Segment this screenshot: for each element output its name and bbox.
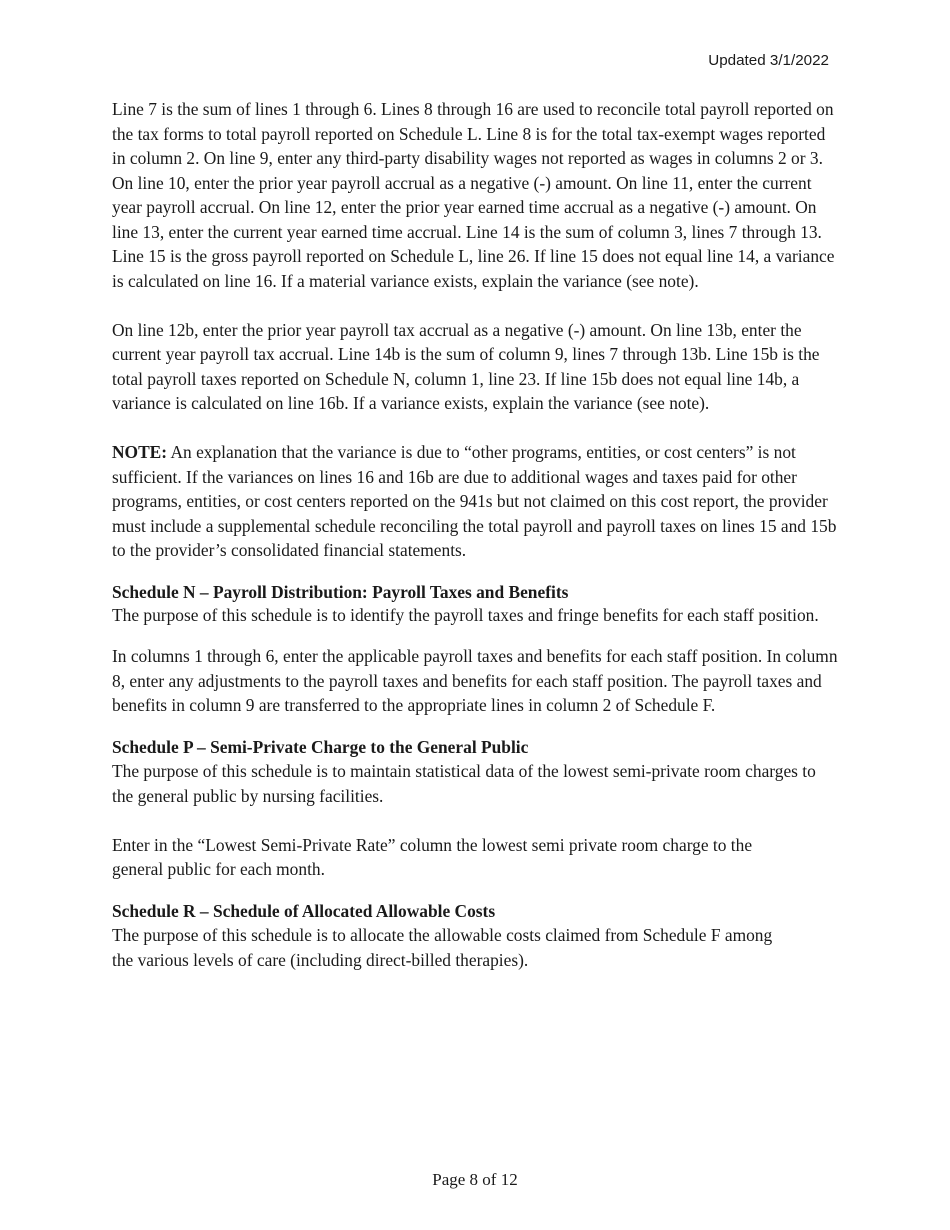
updated-date: Updated 3/1/2022	[708, 52, 829, 69]
schedule-p-instructions: Enter in the “Lowest Semi-Private Rate” column the lowest semi private room charge to the general public for each month.	[112, 834, 753, 879]
paragraph-payroll-tax-accrual: On line 12b, enter the prior year payroll tax accrual as a negative (-) amount. On line 13b, enter the current year payroll tax accrual. Line 14b is the sum of column 9, lines 7 through 13b. Line 15b is the total payroll taxes reported on Schedule N, column 1, line 23. If line 15b does not equal line 14b, a variance is calculated on line 16b. If a variance exists, explain the variance (see note).	[112, 319, 820, 413]
schedule-n-instructions: In columns 1 through 6, enter the applicable payroll taxes and benefits for each staff position. In column 8, enter any adjustments to the payroll taxes and benefits for each staff position. The payroll taxes and benefits in column 9 are transferred to the appropriate lines in column 2 of Schedule F.	[112, 646, 838, 715]
schedule-r-heading: Schedule R – Schedule of Allocated Allowable Costs	[112, 900, 496, 921]
page-content	[112, 97, 840, 972]
schedule-n-heading: Schedule N – Payroll Distribution: Payroll Taxes and Benefits	[112, 581, 569, 602]
schedule-p-heading: Schedule P – Semi-Private Charge to the General Public	[112, 736, 529, 757]
note-text: An explanation that the variance is due to “other programs, entities, or cost centers” is not sufficient. If the variances on lines 16 and 16b are due to additional wages and taxes paid for other programs, entities, or cost centers reported on the 941s but not claimed on this cost report, the provider must include a supplemental schedule reconciling the total payroll and payroll taxes on lines 15 and 15b to the provider’s consolidated financial statements.	[112, 442, 837, 560]
schedule-n-purpose: The purpose of this schedule is to identify the payroll taxes and fringe benefits for each staff position.	[112, 605, 819, 625]
note-label: NOTE:	[112, 442, 168, 462]
schedule-r-purpose: The purpose of this schedule is to allocate the allowable costs claimed from Schedule F among the various levels of care (including direct-billed therapies).	[112, 925, 773, 970]
paragraph-line-reconciliation: Line 7 is the sum of lines 1 through 6. Lines 8 through 16 are used to reconcile total payroll reported on the tax forms to total payroll reported on Schedule L. Line 8 is for the total tax-exempt wages reported in column 2. On line 9, enter any third-party disability wages not reported as wages in columns 2 or 3. On line 10, enter the prior year payroll accrual as a negative (-) amount. On line 11, enter the current year payroll accrual. On line 12, enter the prior year earned time accrual as a negative (-) amount. On line 13, enter the current year earned time accrual. Line 14 is the sum of column 3, lines 7 through 13. Line 15 is the gross payroll reported on Schedule L, line 26. If line 15 does not equal line 14, a variance is calculated on line 16. If a material variance exists, explain the variance (see note).	[112, 99, 835, 291]
schedule-p-purpose: The purpose of this schedule is to maintain statistical data of the lowest semi-private room charges to the general public by nursing facilities.	[112, 761, 816, 806]
note-paragraph	[112, 440, 840, 563]
page-number: Page 8 of 12	[432, 1170, 518, 1189]
